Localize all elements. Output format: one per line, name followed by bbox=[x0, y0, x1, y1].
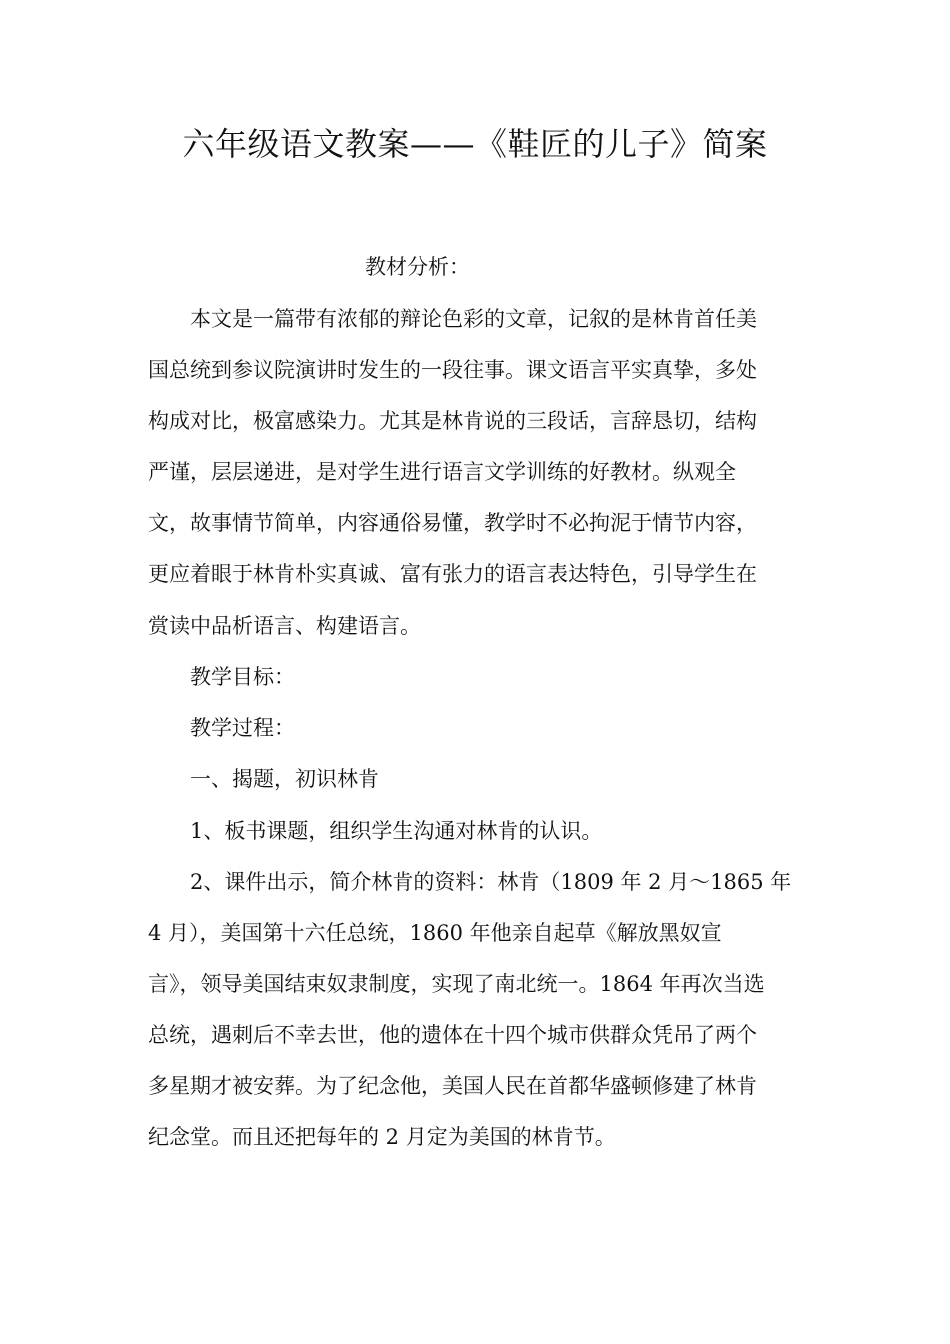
analysis-line: 本文是一篇带有浓郁的辩论色彩的文章，记叙的是林肯首任美 bbox=[190, 307, 757, 331]
process-item-one: 1、板书课题，组织学生沟通对林肯的认识。 bbox=[190, 819, 603, 843]
process-item-two-line: 言》，领导美国结束奴隶制度，实现了南北统一。1864 年再次当选 bbox=[148, 972, 765, 996]
section-heading-analysis: 教材分析： bbox=[365, 255, 470, 279]
analysis-line: 赏读中品析语言、构建语言。 bbox=[148, 614, 421, 638]
document-title: 六年级语文教案——《鞋匠的儿子》简案 bbox=[182, 125, 768, 163]
process-item-two-line: 总统，遇刺后不幸去世，他的遗体在十四个城市供群众凭吊了两个 bbox=[148, 1023, 757, 1047]
analysis-line: 构成对比，极富感染力。尤其是林肯说的三段话，言辞恳切，结构 bbox=[148, 409, 757, 433]
process-item-two-line: 2、课件出示，简介林肯的资料：林肯（1809 年 2 月～1865 年 bbox=[190, 870, 792, 894]
process-item-two-line: 多星期才被安葬。为了纪念他，美国人民在首都华盛顿修建了林肯 bbox=[148, 1074, 757, 1098]
process-item-two-line: 纪念堂。而且还把每年的 2 月定为美国的林肯节。 bbox=[148, 1125, 616, 1149]
analysis-line: 严谨，层层递进，是对学生进行语言文学训练的好教材。纵观全 bbox=[148, 460, 736, 484]
teaching-process-label: 教学过程： bbox=[190, 716, 295, 740]
analysis-line: 国总统到参议院演讲时发生的一段往事。课文语言平实真挚，多处 bbox=[148, 358, 757, 382]
step-one-heading: 一、揭题，初识林肯 bbox=[190, 767, 379, 791]
analysis-line: 文，故事情节简单，内容通俗易懂，教学时不必拘泥于情节内容， bbox=[148, 511, 757, 535]
analysis-line: 更应着眼于林肯朴实真诚、富有张力的语言表达特色，引导学生在 bbox=[148, 562, 757, 586]
teaching-goals-label: 教学目标： bbox=[190, 665, 295, 689]
process-item-two-line: 4 月），美国第十六任总统，1860 年他亲自起草《解放黑奴宣 bbox=[148, 921, 722, 945]
